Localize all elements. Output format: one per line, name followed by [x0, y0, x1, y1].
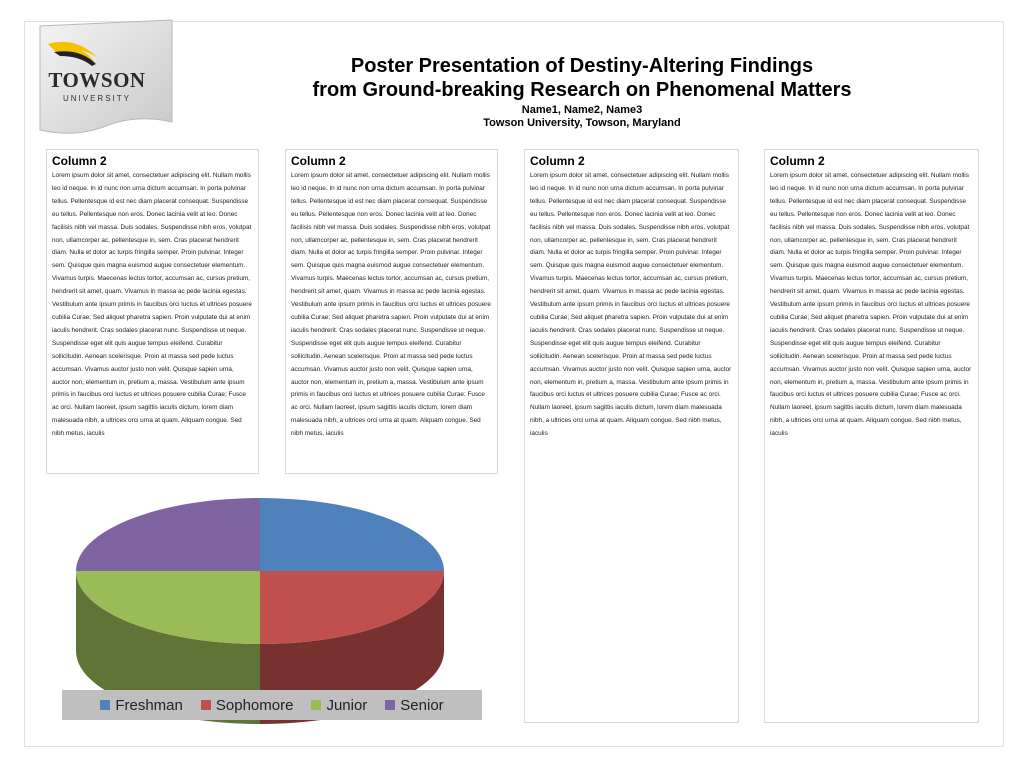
- column-heading: Column 2: [291, 154, 346, 168]
- legend-swatch: [311, 700, 321, 710]
- title-line-1: Poster Presentation of Destiny-Altering Findings: [350, 55, 814, 77]
- legend-item-freshman: [100, 697, 183, 714]
- legend-item-junior: [311, 697, 367, 714]
- logo-wordmark: TOWSON: [48, 68, 146, 92]
- column-1: [46, 149, 259, 474]
- chart-legend: [62, 690, 482, 720]
- affiliation: Towson University, Towson, Maryland: [483, 117, 681, 129]
- legend-label: Senior: [400, 696, 444, 714]
- pie-slice-senior: [76, 498, 260, 571]
- logo-subtitle: UNIVERSITY: [62, 94, 131, 103]
- column-heading: Column 2: [770, 154, 825, 168]
- column-heading: Column 2: [530, 154, 585, 168]
- legend-swatch: [201, 700, 211, 710]
- legend-item-senior: [385, 697, 443, 714]
- towson-logo: [36, 18, 176, 140]
- pie-slice-freshman: [260, 498, 444, 571]
- column-4: [764, 149, 979, 723]
- column-heading: Column 2: [52, 154, 107, 168]
- title-block: [220, 54, 944, 130]
- legend-swatch: [385, 700, 395, 710]
- legend-item-sophomore: [201, 697, 294, 714]
- authors: Name1, Name2, Name3: [521, 104, 643, 116]
- legend-label: Freshman: [115, 696, 183, 714]
- column-2: [285, 149, 498, 474]
- legend-swatch: [100, 700, 110, 710]
- column-body: Lorem ipsum dolor sit amet, consectetuer adipiscing elit. Nullam mollis leo id neque. In id nunc non urna dictum accumsan. In porta pulvinar tellus. Pellentesque id est nec diam placerat consequat. Suspendisse eu tellus. Pellentesque non eros. Donec lacinia velit at leo. Donec facilisis nibh vel massa. Duis sodales. Suspendisse nibh eros, volutpat non, ullamcorper ac, pellentesque in, sem. Cras placerat hendrerit diam. Nulla et dolor ac turpis fringilla semper. Proin pulvinar. Integer sem. Quisque quis magna euismod augue consectetuer elementum. Vivamus turpis. Maecenas lectus tortor, accumsan ac, cursus pretium, hendrerit sit amet, quam. Vivamus in massa ac pede lacinia egestas. Vestibulum ante ipsum primis in faucibus orci luctus et ultrices posuere cubilia Curae; Sed aliquet pharetra sapien. Proin vulputate dui at enim iaculis hendrerit. Cras sodales placerat nunc. Suspendisse ut neque. Suspendisse eget elit quis augue tempus eleifend. Curabitur sollicitudin. Aenean scelerisque. Proin at massa sed pede luctus accumsan. Vivamus auctor justo non velit. Quisque sapien urna, auctor non, elementum in, pretium a, massa. Vestibulum ante ipsum primis in faucibus orci luctus et ultrices posuere cubilia Curae; Fusce ac orci. Nullam laoreet, ipsum sagittis iaculis dictum, lorem diam malesuada nibh, a ultrices orci urna at quam. Aliquam congue. Sed nibh metus, iaculis: [530, 172, 732, 438]
- legend-label: Junior: [326, 696, 368, 714]
- column-3: [524, 149, 739, 723]
- legend-label: Sophomore: [215, 696, 294, 714]
- column-body: Lorem ipsum dolor sit amet, consectetuer adipiscing elit. Nullam mollis leo id neque. In id nunc non urna dictum accumsan. In porta pulvinar tellus. Pellentesque id est nec diam placerat consequat. Suspendisse eu tellus. Pellentesque non eros. Donec lacinia velit at leo. Donec facilisis nibh vel massa. Duis sodales. Suspendisse nibh eros, volutpat non, ullamcorper ac, pellentesque in, sem. Cras placerat hendrerit diam. Nulla et dolor ac turpis fringilla semper. Proin pulvinar. Integer sem. Quisque quis magna euismod augue consectetuer elementum. Vivamus turpis. Maecenas lectus tortor, accumsan ac, cursus pretium, hendrerit sit amet, quam. Vivamus in massa ac pede lacinia egestas. Vestibulum ante ipsum primis in faucibus orci luctus et ultrices posuere cubilia Curae; Sed aliquet pharetra sapien. Proin vulputate dui at enim iaculis hendrerit. Cras sodales placerat nunc. Suspendisse ut neque. Suspendisse eget elit quis augue tempus eleifend. Curabitur sollicitudin. Aenean scelerisque. Proin at massa sed pede luctus accumsan. Vivamus auctor justo non velit. Quisque sapien urna, auctor non, elementum in, pretium a, massa. Vestibulum ante ipsum primis in faucibus orci luctus et ultrices posuere cubilia Curae; Fusce ac orci. Nullam laoreet, ipsum sagittis iaculis dictum, lorem diam malesuada nibh, a ultrices orci urna at quam. Aliquam congue. Sed nibh metus, iaculis: [291, 172, 491, 438]
- column-body: Lorem ipsum dolor sit amet, consectetuer adipiscing elit. Nullam mollis leo id neque. In id nunc non urna dictum accumsan. In porta pulvinar tellus. Pellentesque id est nec diam placerat consequat. Suspendisse eu tellus. Pellentesque non eros. Donec lacinia velit at leo. Donec facilisis nibh vel massa. Duis sodales. Suspendisse nibh eros, volutpat non, ullamcorper ac, pellentesque in, sem. Cras placerat hendrerit diam. Nulla et dolor ac turpis fringilla semper. Proin pulvinar. Integer sem. Quisque quis magna euismod augue consectetuer elementum. Vivamus turpis. Maecenas lectus tortor, accumsan ac, cursus pretium, hendrerit sit amet, quam. Vivamus in massa ac pede lacinia egestas. Vestibulum ante ipsum primis in faucibus orci luctus et ultrices posuere cubilia Curae; Sed aliquet pharetra sapien. Proin vulputate dui at enim iaculis hendrerit. Cras sodales placerat nunc. Suspendisse ut neque. Suspendisse eget elit quis augue tempus eleifend. Curabitur sollicitudin. Aenean scelerisque. Proin at massa sed pede luctus accumsan. Vivamus auctor justo non velit. Quisque sapien urna, auctor non, elementum in, pretium a, massa. Vestibulum ante ipsum primis in faucibus orci luctus et ultrices posuere cubilia Curae; Fusce ac orci. Nullam laoreet, ipsum sagittis iaculis dictum, lorem diam malesuada nibh, a ultrices orci urna at quam. Aliquam congue. Sed nibh metus, iaculis: [52, 172, 252, 438]
- column-body: Lorem ipsum dolor sit amet, consectetuer adipiscing elit. Nullam mollis leo id neque. In id nunc non urna dictum accumsan. In porta pulvinar tellus. Pellentesque id est nec diam placerat consequat. Suspendisse eu tellus. Pellentesque non eros. Donec lacinia velit at leo. Donec facilisis nibh vel massa. Duis sodales. Suspendisse nibh eros, volutpat non, ullamcorper ac, pellentesque in, sem. Cras placerat hendrerit diam. Nulla et dolor ac turpis fringilla semper. Proin pulvinar. Integer sem. Quisque quis magna euismod augue consectetuer elementum. Vivamus turpis. Maecenas lectus tortor, accumsan ac, cursus pretium, hendrerit sit amet, quam. Vivamus in massa ac pede lacinia egestas. Vestibulum ante ipsum primis in faucibus orci luctus et ultrices posuere cubilia Curae; Sed aliquet pharetra sapien. Proin vulputate dui at enim iaculis hendrerit. Cras sodales placerat nunc. Suspendisse ut neque. Suspendisse eget elit quis augue tempus eleifend. Curabitur sollicitudin. Aenean scelerisque. Proin at massa sed pede luctus accumsan. Vivamus auctor justo non velit. Quisque sapien urna, auctor non, elementum in, pretium a, massa. Vestibulum ante ipsum primis in faucibus orci luctus et ultrices posuere cubilia Curae; Fusce ac orci. Nullam laoreet, ipsum sagittis iaculis dictum, lorem diam malesuada nibh, a ultrices orci urna at quam. Aliquam congue. Sed nibh metus, iaculis: [770, 172, 972, 438]
- title-line-2: from Ground-breaking Research on Phenomenal Matters: [312, 79, 852, 101]
